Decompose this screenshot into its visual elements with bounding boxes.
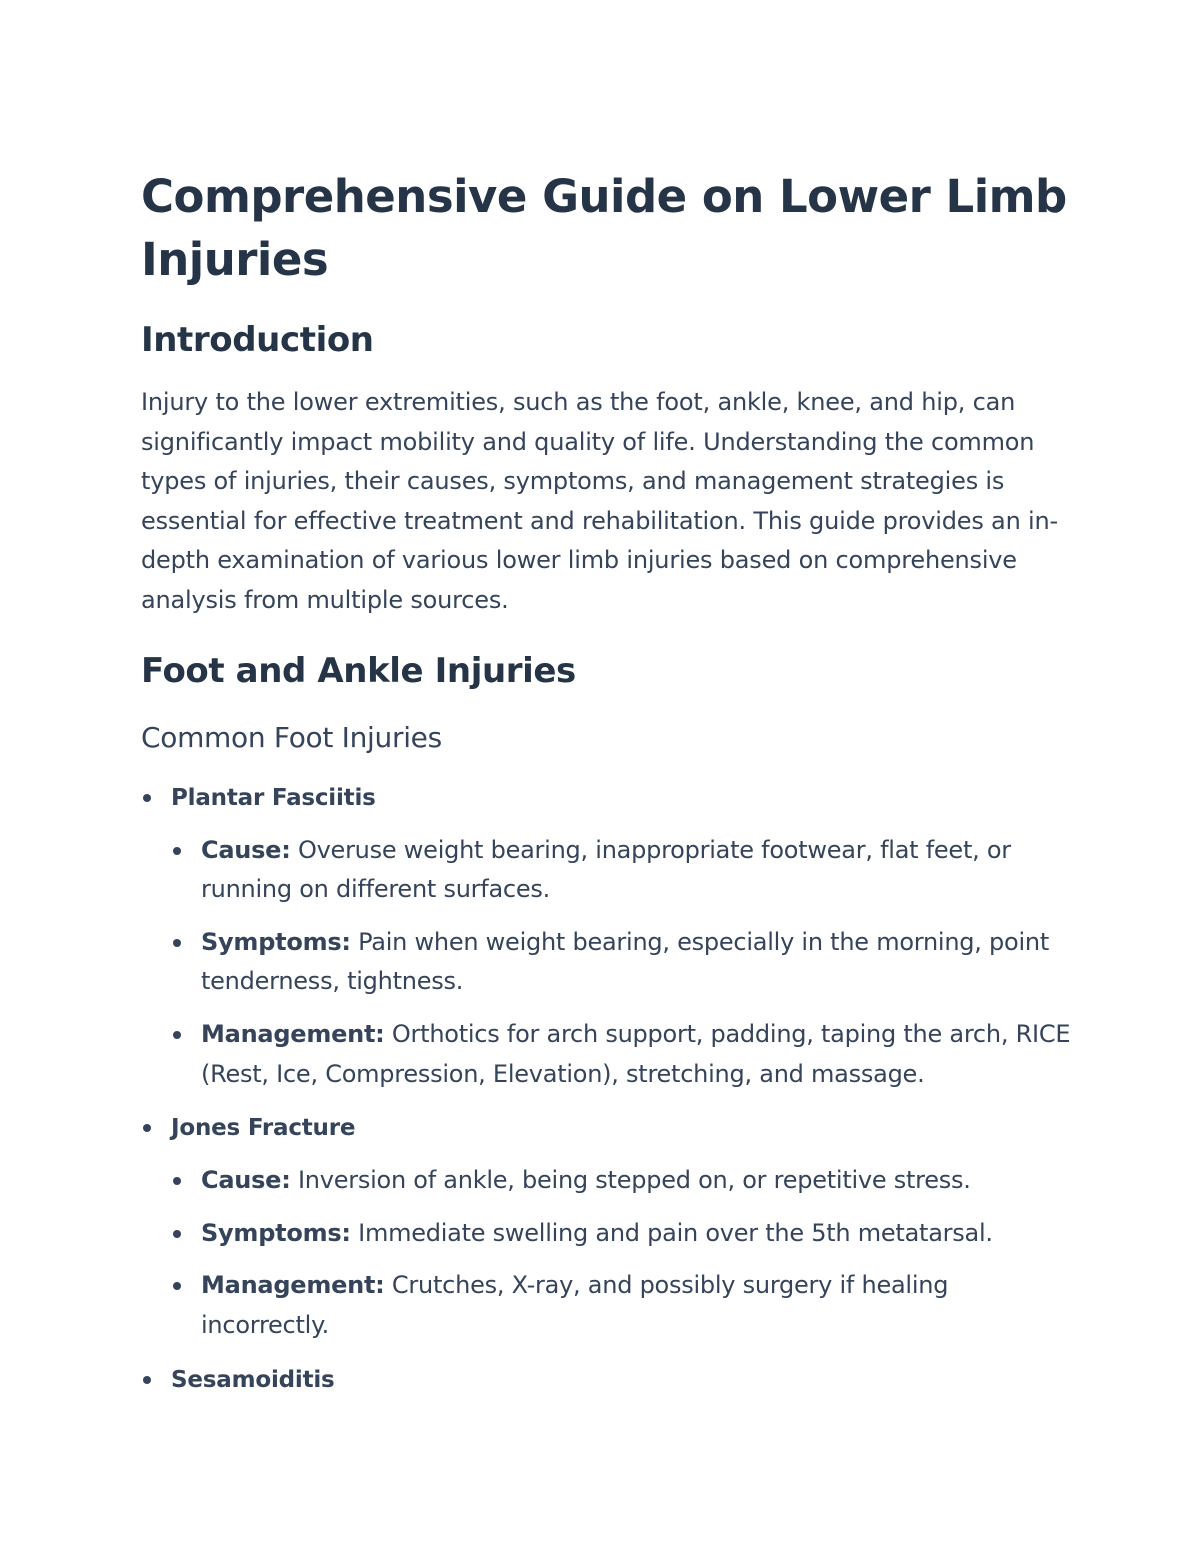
- detail-text: Inversion of ankle, being stepped on, or repetitive stress.: [290, 1166, 971, 1195]
- detail-label: Cause: [201, 1166, 282, 1195]
- detail-text: Orthotics for arch support, padding, taping the arch, RICE (Rest, Ice, Compression, Elevation), stretching, and massage.: [201, 1019, 1071, 1088]
- bullet-icon: [173, 1282, 181, 1290]
- detail-item-management: [171, 1015, 1071, 1094]
- injury-list: [141, 778, 1071, 1400]
- detail-text: Immediate swelling and pain over the 5th metatarsal.: [350, 1218, 993, 1247]
- document-page: [141, 165, 1071, 1414]
- detail-item-cause: [171, 831, 1071, 910]
- introduction-paragraph: Injury to the lower extremities, such as the foot, ankle, knee, and hip, can significantly impact mobility and quality of life. Understanding the common types of injuries, their causes, symptoms, and management strategies is essential for effective treatment and rehabilitation. This guide provides an in-depth examination of various lower limb injuries based on comprehensive analysis from multiple sources.: [141, 388, 1058, 614]
- foot-ankle-heading: Foot and Ankle Injuries: [141, 650, 576, 691]
- bullet-icon: [173, 939, 181, 947]
- detail-list: [171, 831, 1071, 1095]
- bullet-icon: [143, 1376, 151, 1384]
- label-colon: :: [341, 1218, 351, 1247]
- injury-name: Sesamoiditis: [171, 1366, 335, 1393]
- detail-list: [171, 1161, 1071, 1345]
- detail-text: Overuse weight bearing, inappropriate footwear, flat feet, or running on different surfaces.: [201, 835, 1011, 904]
- detail-label: Management: [201, 1271, 376, 1300]
- injury-item-sesamoiditis: [141, 1360, 1071, 1400]
- detail-text: Crutches, X-ray, and possibly surgery if healing incorrectly.: [201, 1271, 949, 1339]
- injury-name: Jones Fracture: [171, 1115, 356, 1142]
- detail-item-symptoms: [171, 1214, 1071, 1254]
- label-colon: :: [281, 1166, 291, 1195]
- bullet-icon: [173, 1177, 181, 1185]
- bullet-icon: [143, 794, 151, 802]
- detail-label: Symptoms: [201, 927, 342, 956]
- label-colon: :: [341, 927, 351, 956]
- detail-label: Symptoms: [201, 1218, 342, 1247]
- injury-item-plantar-fasciitis: [141, 778, 1071, 1095]
- detail-label: Management: [201, 1019, 376, 1048]
- bullet-icon: [173, 1230, 181, 1238]
- detail-item-cause: [171, 1161, 1071, 1201]
- bullet-icon: [173, 847, 181, 855]
- label-colon: :: [281, 835, 291, 864]
- introduction-heading: Introduction: [141, 320, 374, 360]
- detail-label: Cause: [201, 835, 282, 864]
- label-colon: :: [375, 1271, 385, 1300]
- detail-text: Pain when weight bearing, especially in the morning, point tenderness, tightness.: [201, 927, 1049, 996]
- label-colon: :: [375, 1019, 385, 1048]
- detail-item-symptoms: [171, 923, 1071, 1002]
- common-foot-injuries-heading: Common Foot Injuries: [141, 720, 442, 754]
- detail-item-management: [171, 1266, 1071, 1345]
- bullet-icon: [173, 1031, 181, 1039]
- injury-name: Plantar Fasciitis: [171, 784, 376, 811]
- document-title: Comprehensive Guide on Lower Limb Injuries: [141, 170, 1067, 286]
- bullet-icon: [143, 1124, 151, 1132]
- injury-item-jones-fracture: [141, 1108, 1071, 1345]
